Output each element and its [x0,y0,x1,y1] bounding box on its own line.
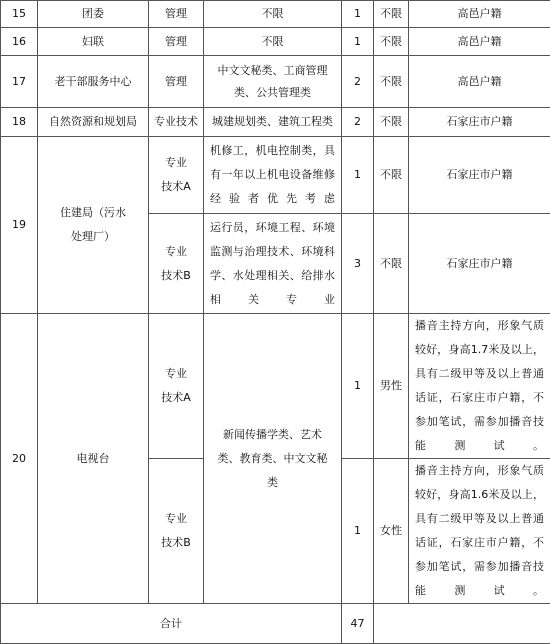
other-requirement: 播音主持方向，形象气质较好，身高1.7米及以上，具有二级甲等及以上普通话证，石家庄市户籍，不参加笔试，需参加播音技能测试。 [409,314,550,459]
other-requirement: 高邑户籍 [409,1,550,28]
row-number: 20 [1,314,38,604]
table-row-15 [1,1,550,28]
gender-requirement: 不限 [374,28,409,56]
total-count: 47 [342,604,374,644]
major-requirement: 运行员，环境工程、环境监测与治理技术、环境科学、水处理相关、给排水相关专业 [204,214,342,314]
gender-requirement: 不限 [374,214,409,314]
hire-count: 1 [342,28,374,56]
major-requirement: 城建规划类、建筑工程类 [204,108,342,137]
position-type: 专业技术 [149,108,204,137]
gender-requirement: 不限 [374,56,409,108]
position-type: 专业技术A [149,314,204,459]
unit-name: 住建局（污水处理厂） [38,137,149,314]
row-number: 17 [1,56,38,108]
unit-name: 妇联 [38,28,149,56]
other-requirement: 石家庄市户籍 [409,137,550,214]
other-requirement: 播音主持方向，形象气质较好，身高1.6米及以上，具有二级甲等及以上普通话证，石家庄市户籍，不参加笔试，需参加播音技能测试。 [409,459,550,604]
unit-name: 团委 [38,1,149,28]
position-type: 管理 [149,56,204,108]
hire-count: 1 [342,459,374,604]
table-row-17 [1,56,550,108]
major-requirement: 中文文秘类、工商管理类、公共管理类 [204,56,342,108]
position-type: 管理 [149,28,204,56]
gender-requirement: 不限 [374,137,409,214]
major-requirement: 新闻传播学类、艺术类、教育类、中文文秘类 [204,314,342,604]
major-requirement: 机修工，机电控制类，具有一年以上机电设备维修经验者优先考虑 [204,137,342,214]
unit-name: 老干部服务中心 [38,56,149,108]
gender-requirement: 男性 [374,314,409,459]
major-requirement: 不限 [204,1,342,28]
unit-name: 电视台 [38,314,149,604]
table-row-20a [1,314,550,459]
unit-name: 自然资源和规划局 [38,108,149,137]
row-number: 18 [1,108,38,137]
table-row-16 [1,28,550,56]
other-requirement: 石家庄市户籍 [409,108,550,137]
gender-requirement: 女性 [374,459,409,604]
total-empty [374,604,550,644]
position-type: 管理 [149,1,204,28]
row-number: 15 [1,1,38,28]
major-requirement: 不限 [204,28,342,56]
position-type: 专业技术B [149,214,204,314]
table-row-18 [1,108,550,137]
row-number: 19 [1,137,38,314]
total-label: 合计 [1,604,342,644]
hire-count: 1 [342,137,374,214]
position-type: 专业技术B [149,459,204,604]
gender-requirement: 不限 [374,1,409,28]
row-number: 16 [1,28,38,56]
hire-count: 3 [342,214,374,314]
position-type: 专业技术A [149,137,204,214]
gender-requirement: 不限 [374,108,409,137]
hire-count: 1 [342,314,374,459]
table-row-total [1,604,550,644]
hire-count: 2 [342,108,374,137]
table-row-19a [1,137,550,214]
other-requirement: 石家庄市户籍 [409,214,550,314]
hire-count: 2 [342,56,374,108]
hire-count: 1 [342,1,374,28]
other-requirement: 高邑户籍 [409,56,550,108]
other-requirement: 高邑户籍 [409,28,550,56]
